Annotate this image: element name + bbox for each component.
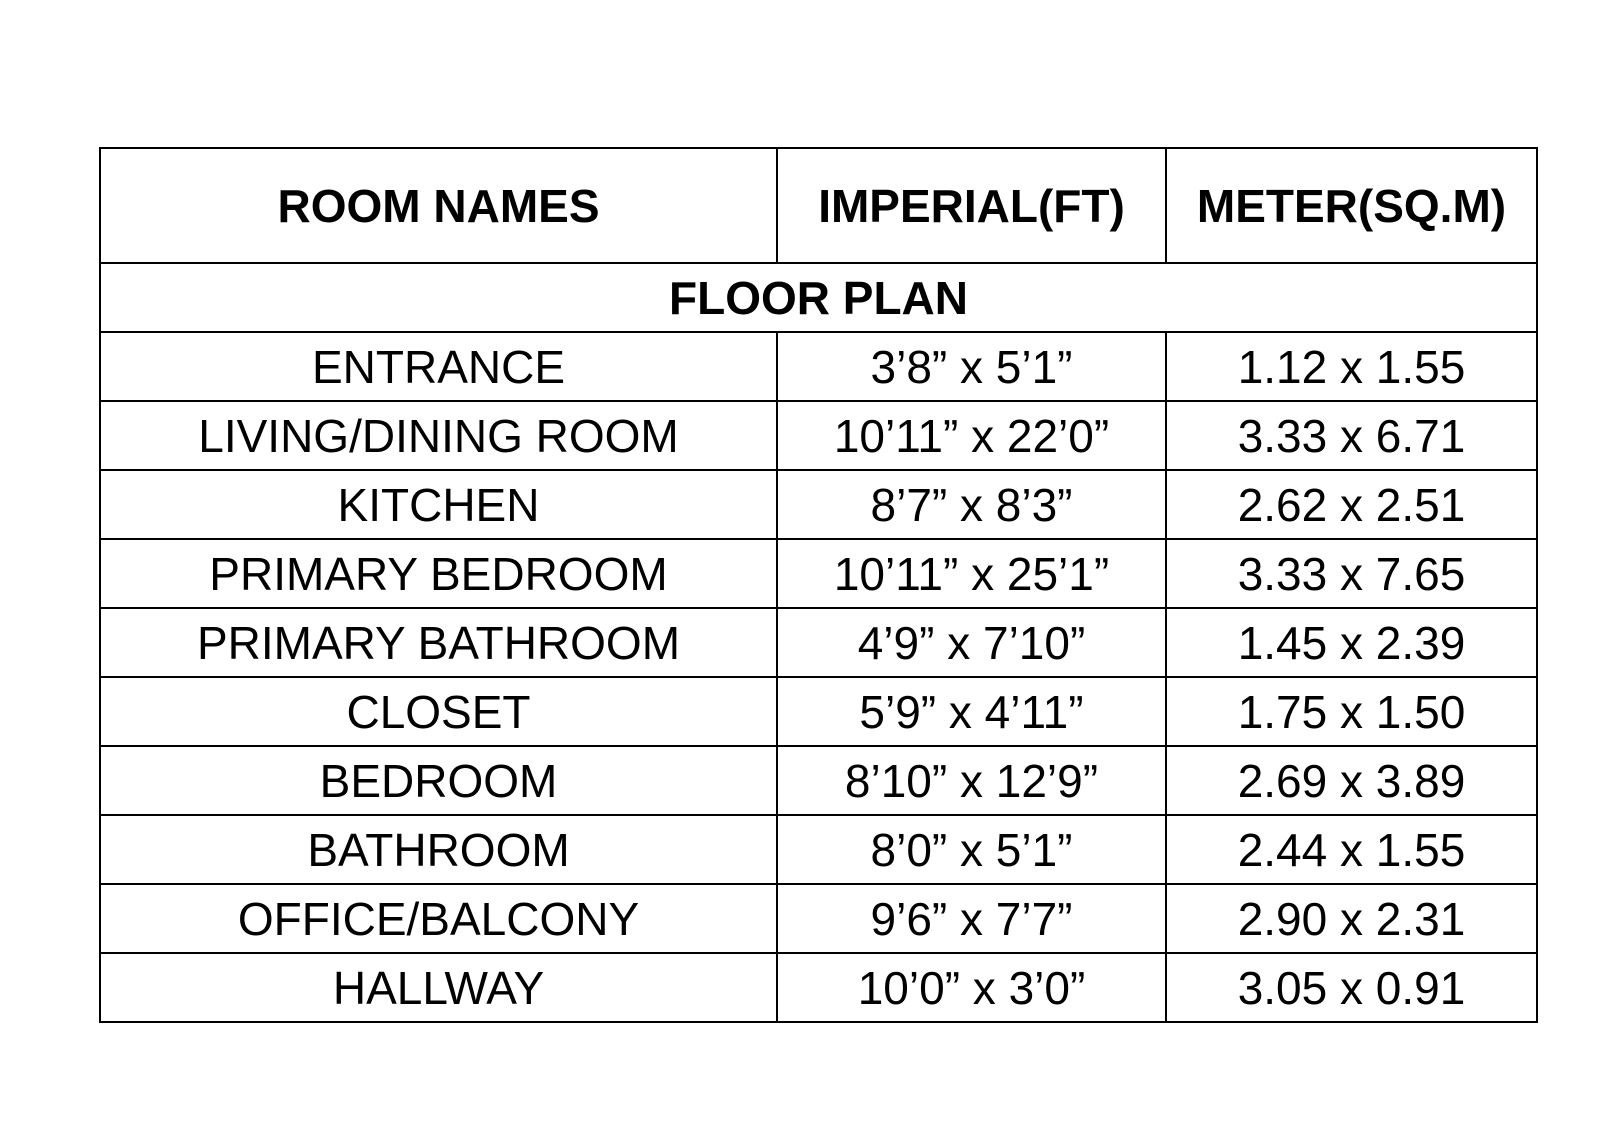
metric-dimension-cell: 3.33 x 6.71 [1166, 401, 1537, 470]
table-row [100, 401, 1537, 470]
table-row [100, 470, 1537, 539]
imperial-dimension-cell: 8’7” x 8’3” [777, 470, 1166, 539]
table-row [100, 884, 1537, 953]
table-row [100, 332, 1537, 401]
table-row [100, 608, 1537, 677]
room-name-cell: PRIMARY BEDROOM [100, 539, 777, 608]
imperial-dimension-cell: 10’0” x 3’0” [777, 953, 1166, 1022]
imperial-dimension-cell: 10’11” x 22’0” [777, 401, 1166, 470]
room-dimensions-table [99, 147, 1538, 1023]
room-name-cell: CLOSET [100, 677, 777, 746]
metric-dimension-cell: 1.75 x 1.50 [1166, 677, 1537, 746]
section-row [100, 263, 1537, 332]
table-row [100, 953, 1537, 1022]
metric-dimension-cell: 1.12 x 1.55 [1166, 332, 1537, 401]
imperial-dimension-cell: 3’8” x 5’1” [777, 332, 1166, 401]
room-name-cell: KITCHEN [100, 470, 777, 539]
room-name-cell: ENTRANCE [100, 332, 777, 401]
table-row [100, 815, 1537, 884]
imperial-dimension-cell: 9’6” x 7’7” [777, 884, 1166, 953]
metric-dimension-cell: 2.69 x 3.89 [1166, 746, 1537, 815]
section-title-floor-plan: FLOOR PLAN [100, 263, 1537, 332]
table-header-row [100, 148, 1537, 263]
room-name-cell: OFFICE/BALCONY [100, 884, 777, 953]
table-row [100, 677, 1537, 746]
room-name-cell: BATHROOM [100, 815, 777, 884]
imperial-dimension-cell: 5’9” x 4’11” [777, 677, 1166, 746]
table-row [100, 539, 1537, 608]
imperial-dimension-cell: 8’0” x 5’1” [777, 815, 1166, 884]
metric-dimension-cell: 2.44 x 1.55 [1166, 815, 1537, 884]
room-name-cell: LIVING/DINING ROOM [100, 401, 777, 470]
imperial-dimension-cell: 8’10” x 12’9” [777, 746, 1166, 815]
imperial-dimension-cell: 4’9” x 7’10” [777, 608, 1166, 677]
table-row [100, 746, 1537, 815]
header-room-names: ROOM NAMES [100, 148, 777, 263]
header-meter: METER(SQ.M) [1166, 148, 1537, 263]
metric-dimension-cell: 3.05 x 0.91 [1166, 953, 1537, 1022]
imperial-dimension-cell: 10’11” x 25’1” [777, 539, 1166, 608]
room-name-cell: HALLWAY [100, 953, 777, 1022]
room-name-cell: BEDROOM [100, 746, 777, 815]
metric-dimension-cell: 2.62 x 2.51 [1166, 470, 1537, 539]
metric-dimension-cell: 1.45 x 2.39 [1166, 608, 1537, 677]
room-dimensions-table-container [99, 147, 1536, 1023]
header-imperial: IMPERIAL(FT) [777, 148, 1166, 263]
room-name-cell: PRIMARY BATHROOM [100, 608, 777, 677]
metric-dimension-cell: 3.33 x 7.65 [1166, 539, 1537, 608]
metric-dimension-cell: 2.90 x 2.31 [1166, 884, 1537, 953]
